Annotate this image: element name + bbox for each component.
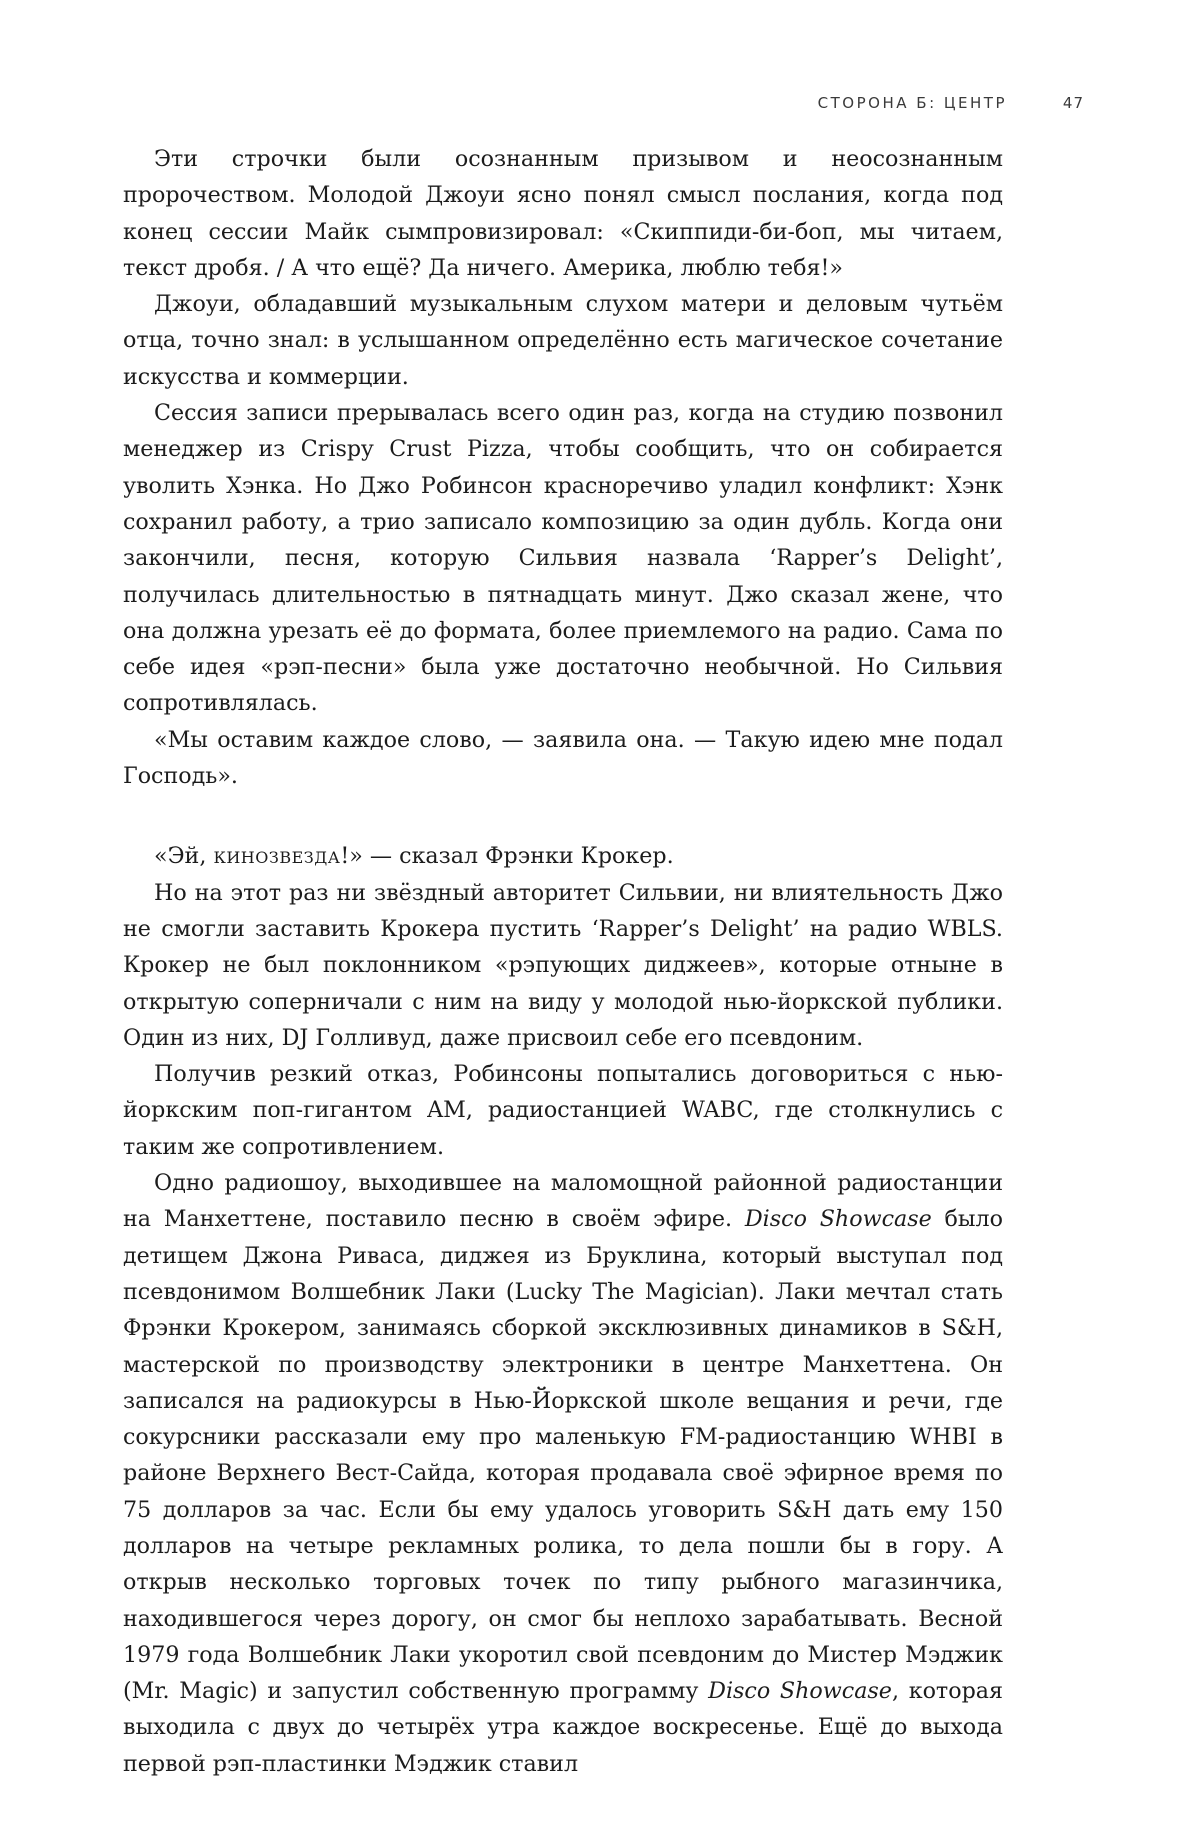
section-title: СТОРОНА Б: ЦЕНТР <box>817 94 1007 112</box>
text-run: было детищем Джона Риваса, диджея из Бруклина, который выступал под псевдонимом Волшебник Лаки (Lucky The Magician). Лаки мечтал стать Фрэнки Крокером, занимаясь сборкой эксклюзивных динамиков в S&H, мастерской по производству электроники в центре Манхеттена. Он записался на радиокурсы в Нью-Йоркской школе вещания и речи, где сокурсники рассказали ему про маленькую FM-радиостанцию WHBI в районе Верхнего Вест-Сайда, которая продавала своё эфирное время по 75 долларов за час. Если бы ему удалось уговорить S&H дать ему 150 долларов на четыре рекламных ролика, то дела пошли бы в гору. А открыв несколько торговых точек по типу рыбного магазинчика, находившегося через дорогу, он смог бы неплохо зарабатывать. Весной 1979 года Волшебник Лаки укоротил свой псевдоним до Мистер Мэджик (Mr. Magic) и запустил собственную программу <box>123 1206 1003 1705</box>
paragraph <box>123 838 1003 874</box>
paragraph <box>123 1165 1003 1782</box>
paragraph: «Мы оставим каждое слово, — заявила она. — Такую идею мне подал Господь». <box>123 726 1003 790</box>
section-break <box>123 794 1003 838</box>
body-text <box>123 141 1003 1782</box>
text-run: , которая выходила с двух до четырёх утра каждое воскресенье. Ещё до выхода первой рэп-пластинки Мэджик ставил <box>123 1678 1003 1777</box>
text-run: Одно радиошоу, выходившее на маломощной районной радиостанции на Манхеттене, поставило песню в своём эфире. <box>123 1170 1003 1233</box>
show-title: Disco Showcase <box>708 1678 892 1705</box>
show-title: Disco Showcase <box>744 1206 932 1233</box>
smallcaps-word: кинозвезда <box>213 843 341 870</box>
running-head <box>0 94 1191 118</box>
paragraph: Сессия записи прерывалась всего один раз, когда на студию позвонил менеджер из Crispy Crust Pizza, чтобы сообщить, что он собирается уволить Хэнка. Но Джо Робинсон красноречиво уладил конфликт: Хэнк сохранил работу, а трио записало композицию за один дубль. Когда они закончили, песня, которую Сильвия назвала ‘Rapper’s Delight’, получилась длительностью в пятнадцать минут. Джо сказал жене, что она должна урезать её до формата, более приемлемого на радио. Сама по себе идея «рэп-песни» была уже достаточно необычной. Но Сильвия сопротивлялась. <box>123 400 1003 717</box>
quote-rest: !» — сказал Фрэнки Крокер. <box>340 843 674 870</box>
paragraph: Джоуи, обладавший музыкальным слухом матери и деловым чутьём отца, точно знал: в услышанном определённо есть магическое сочетание искусства и коммерции. <box>123 291 1003 390</box>
quote-open: «Эй, <box>154 843 214 870</box>
paragraph: Но на этот раз ни звёздный авторитет Сильвии, ни влиятельность Джо не смогли заставить Крокера пустить ‘Rapper’s Delight’ на радио WBLS. Крокер не был поклонником «рэпующих диджеев», которые отныне в открытую соперничали с ним на виду у молодой нью-йоркской публики. Один из них, DJ Голливуд, даже присвоил себе его псевдоним. <box>123 879 1003 1051</box>
page-number: 47 <box>1062 94 1084 112</box>
paragraph: Эти строчки были осознанным призывом и неосознанным пророчеством. Молодой Джоуи ясно понял смысл послания, когда под конец сессии Майк сымпровизировал: «Скиппиди-би-боп, мы читаем, текст дробя. / А что ещё? Да ничего. Америка, люблю тебя!» <box>123 146 1003 281</box>
paragraph: Получив резкий отказ, Робинсоны попытались договориться с нью-йоркским поп-гигантом AM, радиостанцией WABC, где столкнулись с таким же сопротивлением. <box>123 1061 1003 1160</box>
